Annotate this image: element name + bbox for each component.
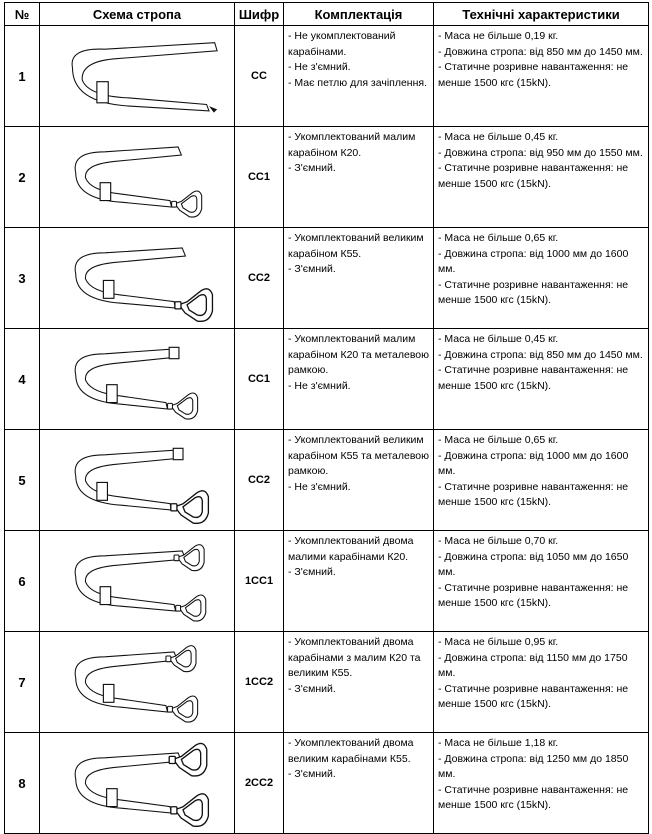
table-row bbox=[5, 531, 649, 632]
spec-line: - Статичне розривне навантаження: не менше 1500 кгс (15kN). bbox=[438, 783, 629, 811]
spec-line: - Маса не більше 0,70 кг. bbox=[438, 535, 559, 547]
lanyard-scheme-icon bbox=[40, 430, 235, 530]
row-number: 7 bbox=[5, 632, 40, 733]
kit-cell bbox=[284, 430, 434, 531]
table-row bbox=[5, 228, 649, 329]
kit-line: - Укомплектований малим карабіном К20. bbox=[288, 131, 416, 159]
spec-line: - Статичне розривне навантаження: не менше 1500 кгс (15kN). bbox=[438, 581, 629, 609]
scheme-cell bbox=[40, 329, 235, 430]
code-cell: 2СС2 bbox=[235, 733, 284, 834]
specs-cell bbox=[434, 228, 649, 329]
code-cell: СС2 bbox=[235, 430, 284, 531]
spec-line: - Маса не більше 0,19 кг. bbox=[438, 30, 559, 42]
kit-cell bbox=[284, 531, 434, 632]
lanyard-scheme-icon bbox=[40, 733, 235, 833]
lanyard-scheme-icon bbox=[40, 329, 235, 429]
specs-cell bbox=[434, 430, 649, 531]
spec-line: - Статичне розривне навантаження: не менше 1500 кгс (15kN). bbox=[438, 162, 629, 190]
scheme-cell bbox=[40, 733, 235, 834]
scheme-cell bbox=[40, 127, 235, 228]
specs-cell bbox=[434, 127, 649, 228]
row-number: 2 bbox=[5, 127, 40, 228]
code-cell: СС1 bbox=[235, 329, 284, 430]
header-num: № bbox=[5, 3, 40, 26]
header-specs: Технічні характеристики bbox=[434, 3, 649, 26]
spec-line: - Маса не більше 1,18 кг. bbox=[438, 737, 559, 749]
specs-cell bbox=[434, 632, 649, 733]
row-number: 8 bbox=[5, 733, 40, 834]
code-cell: СС2 bbox=[235, 228, 284, 329]
table-row bbox=[5, 632, 649, 733]
row-number: 4 bbox=[5, 329, 40, 430]
kit-line: - Не укомплектований карабінами. bbox=[288, 30, 396, 58]
spec-line: - Довжина стропа: від 850 мм до 1450 мм. bbox=[438, 348, 643, 361]
kit-cell bbox=[284, 26, 434, 127]
spec-line: - Довжина стропа: від 1000 мм до 1600 мм. bbox=[438, 449, 629, 477]
spec-line: - Довжина стропа: від 1050 мм до 1650 мм. bbox=[438, 550, 629, 578]
table-row bbox=[5, 430, 649, 531]
kit-line: - З'ємний. bbox=[288, 263, 336, 275]
row-number: 3 bbox=[5, 228, 40, 329]
header-row bbox=[5, 3, 649, 26]
spec-line: - Маса не більше 0,65 кг. bbox=[438, 434, 559, 446]
kit-line: - Укомплектований великим карабіном К55. bbox=[288, 232, 424, 260]
table-row bbox=[5, 329, 649, 430]
spec-line: - Довжина стропа: від 850 мм до 1450 мм. bbox=[438, 45, 643, 58]
spec-line: - Довжина стропа: від 950 мм до 1550 мм. bbox=[438, 146, 643, 159]
code-cell: СС1 bbox=[235, 127, 284, 228]
kit-line: - Має петлю для зачіплення. bbox=[288, 76, 428, 89]
kit-line: - Не з'ємний. bbox=[288, 379, 351, 392]
header-code: Шифр bbox=[235, 3, 284, 26]
kit-line: - Укомплектований великим карабіном К55 та металевою рамкою. bbox=[288, 434, 430, 477]
code-cell: СС bbox=[235, 26, 284, 127]
row-number: 5 bbox=[5, 430, 40, 531]
kit-line: - З'ємний. bbox=[288, 682, 336, 695]
row-number: 6 bbox=[5, 531, 40, 632]
lanyard-scheme-icon bbox=[40, 127, 235, 227]
spec-line: - Довжина стропа: від 1250 мм до 1850 мм. bbox=[438, 752, 629, 780]
lanyard-spec-table bbox=[4, 2, 649, 834]
specs-cell bbox=[434, 733, 649, 834]
scheme-cell bbox=[40, 430, 235, 531]
spec-line: - Статичне розривне навантаження: не менше 1500 кгс (15kN). bbox=[438, 682, 629, 710]
kit-cell bbox=[284, 228, 434, 329]
kit-cell bbox=[284, 127, 434, 228]
lanyard-scheme-icon bbox=[40, 632, 235, 732]
lanyard-scheme-icon bbox=[40, 228, 235, 328]
table-row bbox=[5, 26, 649, 127]
kit-line: - З'ємний. bbox=[288, 566, 336, 578]
specs-cell bbox=[434, 531, 649, 632]
scheme-cell bbox=[40, 228, 235, 329]
spec-line: - Маса не більше 0,45 кг. bbox=[438, 131, 559, 143]
header-kit: Комплектація bbox=[284, 3, 434, 26]
spec-line: - Статичне розривне навантаження: не менше 1500 кгс (15kN). bbox=[438, 480, 629, 508]
scheme-cell bbox=[40, 531, 235, 632]
spec-line: - Маса не більше 0,65 кг. bbox=[438, 232, 559, 244]
table-row bbox=[5, 127, 649, 228]
lanyard-scheme-icon bbox=[40, 531, 235, 631]
spec-line: - Довжина стропа: від 1000 мм до 1600 мм. bbox=[438, 247, 629, 275]
code-cell: 1СС1 bbox=[235, 531, 284, 632]
code-cell: 1СС2 bbox=[235, 632, 284, 733]
kit-cell bbox=[284, 329, 434, 430]
spec-line: - Статичне розривне навантаження: не менше 1500 кгс (15kN). bbox=[438, 364, 629, 392]
kit-line: - Укомплектований двома карабінами з малим К20 та великим К55. bbox=[288, 636, 421, 679]
spec-line: - Статичне розривне навантаження: не менше 1500 кгс (15kN). bbox=[438, 61, 629, 89]
kit-line: - Укомплектований двома малими карабінами К20. bbox=[288, 535, 414, 563]
kit-line: - Не з'ємний. bbox=[288, 480, 351, 493]
spec-line: - Статичне розривне навантаження: не менше 1500 кгс (15kN). bbox=[438, 278, 629, 306]
row-number: 1 bbox=[5, 26, 40, 127]
spec-line: - Маса не більше 0,95 кг. bbox=[438, 636, 559, 648]
kit-line: - Укомплектований малим карабіном К20 та металевою рамкою. bbox=[288, 333, 430, 376]
specs-cell bbox=[434, 329, 649, 430]
kit-line: - Не з'ємний. bbox=[288, 61, 351, 73]
scheme-cell bbox=[40, 632, 235, 733]
specs-cell bbox=[434, 26, 649, 127]
kit-cell bbox=[284, 632, 434, 733]
scheme-cell bbox=[40, 26, 235, 127]
kit-line: - З'ємний. bbox=[288, 768, 336, 780]
kit-line: - Укомплектований двома великим карабінами К55. bbox=[288, 737, 414, 765]
header-scheme: Схема стропа bbox=[40, 3, 235, 26]
table-row bbox=[5, 733, 649, 834]
spec-line: - Довжина стропа: від 1150 мм до 1750 мм. bbox=[438, 651, 628, 679]
kit-line: - З'ємний. bbox=[288, 162, 336, 174]
spec-line: - Маса не більше 0,45 кг. bbox=[438, 333, 559, 345]
lanyard-scheme-icon bbox=[40, 26, 235, 126]
kit-cell bbox=[284, 733, 434, 834]
